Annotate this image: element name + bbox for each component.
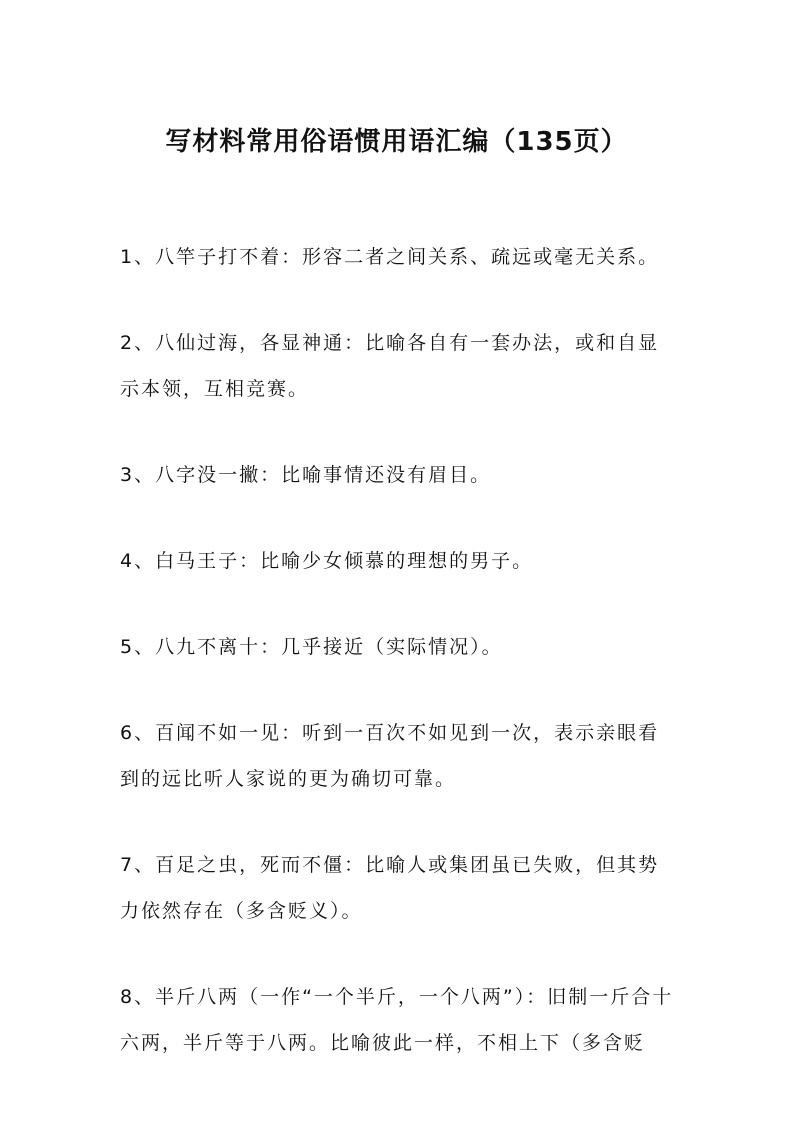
entry-2: 2、八仙过海，各显神通：比喻各自有一套办法，或和自显示本领，互相竞赛。 [120,332,660,400]
entry-5: 5、八九不离十：几乎接近（实际情况）。 [120,636,503,658]
entry-list [120,234,680,1066]
entry-6: 6、百闻不如一见：听到一百次不如见到一次，表示亲眼看到的远比听人家说的更为确切可靠。 [120,722,660,790]
document-title: 写材料常用俗语惯用语汇编（135页） [165,127,628,157]
entry-8: 8、半斤八两（一作“一个半斤，一个八两”）：旧制一斤合十六两，半斤等于八两。比喻彼此一样，不相上下（多含贬 [120,986,674,1054]
entry-1: 1、八竿子打不着：形容二者之间关系、疏远或毫无关系。 [120,246,660,268]
entry-7: 7、百足之虫，死而不僵：比喻人或集团虽已失败，但其势力依然存在（多含贬义）。 [120,854,660,922]
entry-4: 4、白马王子：比喻少女倾慕的理想的男子。 [120,550,534,572]
entry-3: 3、八字没一撇：比喻事情还没有眉目。 [120,464,492,486]
